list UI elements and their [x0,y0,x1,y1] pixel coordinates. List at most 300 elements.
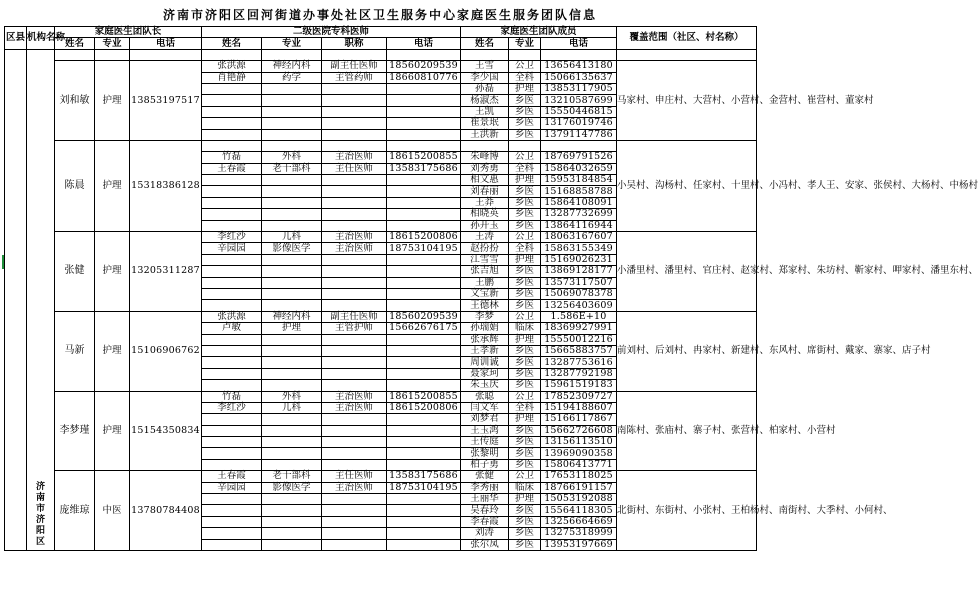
specialist-specialty-cell[interactable]: 儿科 [262,232,322,243]
member-specialty-cell[interactable]: 乡医 [509,209,541,220]
member-name-cell[interactable]: 崔景珉 [461,118,509,129]
specialist-name-cell[interactable]: 卢敏 [202,323,262,334]
specialist-phone-cell[interactable]: 18615200855 [387,391,461,402]
empty-cell[interactable] [509,49,541,60]
member-name-cell[interactable]: 王涛 [461,232,509,243]
specialist-specialty-cell[interactable] [262,528,322,539]
member-specialty-cell[interactable]: 乡医 [509,505,541,516]
specialist-phone-cell[interactable] [387,175,461,186]
member-phone-cell[interactable]: 15066135637 [541,72,617,83]
empty-cell[interactable] [617,49,757,60]
empty-cell[interactable] [55,49,95,60]
leader-name-cell[interactable]: 李梦瑾 [55,391,95,471]
member-phone-cell[interactable]: 13791147786 [541,129,617,140]
specialist-specialty-cell[interactable] [262,437,322,448]
specialist-specialty-cell[interactable] [262,368,322,379]
member-name-cell[interactable]: 聂家珂 [461,368,509,379]
member-specialty-cell[interactable]: 护理 [509,254,541,265]
specialist-specialty-cell[interactable]: 老干部科 [262,163,322,174]
member-name-cell[interactable]: 闫文军 [461,402,509,413]
specialist-specialty-cell[interactable]: 药学 [262,72,322,83]
leader-specialty-cell[interactable]: 护理 [95,232,130,312]
member-specialty-cell[interactable]: 乡医 [509,357,541,368]
member-name-cell[interactable]: 王雪 [461,61,509,72]
member-phone-cell[interactable]: 13210587699 [541,95,617,106]
specialist-specialty-cell[interactable] [262,129,322,140]
member-name-cell[interactable]: 李秀丽 [461,482,509,493]
specialist-name-cell[interactable] [202,437,262,448]
specialist-phone-cell[interactable] [387,494,461,505]
coverage-cell[interactable]: 前刘村、后刘村、冉家村、新建村、东风村、席街村、戴家、寨家、店子村 [617,311,757,391]
specialist-specialty-cell[interactable]: 神经内科 [262,61,322,72]
specialist-specialty-cell[interactable] [262,345,322,356]
leader-name-cell[interactable]: 马新 [55,311,95,391]
leader-specialty-cell[interactable]: 护理 [95,311,130,391]
member-phone-cell[interactable]: 15806413771 [541,459,617,470]
specialist-name-cell[interactable] [202,83,262,94]
specialist-name-cell[interactable]: 李红沙 [202,402,262,413]
specialist-name-cell[interactable] [202,300,262,311]
specialist-phone-cell[interactable] [387,129,461,140]
member-specialty-cell[interactable]: 护理 [509,83,541,94]
member-phone-cell[interactable]: 13853117905 [541,83,617,94]
specialist-title-cell[interactable]: 主治医师 [322,243,387,254]
specialist-name-cell[interactable] [202,334,262,345]
specialist-title-cell[interactable] [322,528,387,539]
specialist-phone-cell[interactable] [387,220,461,231]
member-specialty-cell[interactable]: 乡医 [509,437,541,448]
member-phone-cell[interactable]: 15665883757 [541,345,617,356]
member-specialty-cell[interactable]: 乡医 [509,425,541,436]
member-specialty-cell[interactable]: 乡医 [509,197,541,208]
specialist-phone-cell[interactable] [387,437,461,448]
specialist-name-cell[interactable] [202,494,262,505]
specialist-specialty-cell[interactable] [262,118,322,129]
member-specialty-cell[interactable]: 乡医 [509,106,541,117]
member-name-cell[interactable]: 刘秀勇 [461,163,509,174]
member-specialty-cell[interactable]: 乡医 [509,186,541,197]
leader-name-cell[interactable]: 张健 [55,232,95,312]
member-name-cell[interactable]: 相文惠 [461,175,509,186]
member-specialty-cell[interactable]: 全科 [509,243,541,254]
specialist-phone-cell[interactable] [387,209,461,220]
specialist-phone-cell[interactable] [387,140,461,151]
specialist-title-cell[interactable] [322,494,387,505]
member-name-cell[interactable]: 刘梦君 [461,414,509,425]
specialist-phone-cell[interactable]: 18615200855 [387,152,461,163]
leader-phone-cell[interactable]: 13853197517 [130,61,202,141]
member-specialty-cell[interactable]: 全科 [509,402,541,413]
coverage-cell[interactable]: 南陈村、张庙村、寨子村、张营村、柏家村、小营村 [617,391,757,471]
member-specialty-cell[interactable]: 公卫 [509,152,541,163]
specialist-title-cell[interactable] [322,357,387,368]
empty-cell[interactable] [262,49,322,60]
specialist-phone-cell[interactable] [387,277,461,288]
specialist-name-cell[interactable] [202,414,262,425]
specialist-phone-cell[interactable] [387,528,461,539]
member-name-cell[interactable]: 孙磊 [461,83,509,94]
member-specialty-cell[interactable]: 护理 [509,414,541,425]
specialist-name-cell[interactable]: 王春霞 [202,163,262,174]
specialist-name-cell[interactable] [202,175,262,186]
specialist-title-cell[interactable] [322,539,387,550]
member-name-cell[interactable]: 张尔凤 [461,539,509,550]
specialist-specialty-cell[interactable] [262,209,322,220]
specialist-specialty-cell[interactable] [262,288,322,299]
member-specialty-cell[interactable]: 全科 [509,163,541,174]
member-specialty-cell[interactable]: 公卫 [509,311,541,322]
specialist-title-cell[interactable] [322,118,387,129]
specialist-name-cell[interactable] [202,129,262,140]
member-phone-cell[interactable]: 13864116944 [541,220,617,231]
specialist-title-cell[interactable]: 主任医师 [322,471,387,482]
leader-specialty-cell[interactable]: 中医 [95,471,130,551]
leader-phone-cell[interactable]: 15106906762 [130,311,202,391]
specialist-title-cell[interactable] [322,254,387,265]
specialist-title-cell[interactable] [322,300,387,311]
member-phone-cell[interactable]: 13156113510 [541,437,617,448]
specialist-name-cell[interactable] [202,288,262,299]
member-phone-cell[interactable]: 13573117507 [541,277,617,288]
leader-specialty-cell[interactable]: 护理 [95,61,130,141]
member-name-cell[interactable]: 刘春丽 [461,186,509,197]
member-name-cell[interactable]: 张聪 [461,391,509,402]
member-specialty-cell[interactable]: 乡医 [509,118,541,129]
member-name-cell[interactable]: 孙开玉 [461,220,509,231]
specialist-phone-cell[interactable] [387,334,461,345]
coverage-cell[interactable]: 小吴村、沟杨村、任家村、十里村、小冯村、孝人王、安家、张侯村、大杨村、中杨村 [617,140,757,231]
member-name-cell[interactable]: 朱玉庆 [461,380,509,391]
specialist-phone-cell[interactable] [387,368,461,379]
member-specialty-cell[interactable]: 临床 [509,323,541,334]
member-specialty-cell[interactable]: 乡医 [509,95,541,106]
member-phone-cell[interactable]: 15168858788 [541,186,617,197]
member-phone-cell[interactable]: 18063167607 [541,232,617,243]
member-specialty-cell[interactable]: 乡医 [509,380,541,391]
specialist-name-cell[interactable]: 辛园园 [202,482,262,493]
member-phone-cell[interactable]: 13256664669 [541,516,617,527]
member-phone-cell[interactable]: 15961519183 [541,380,617,391]
member-specialty-cell[interactable]: 护理 [509,334,541,345]
specialist-phone-cell[interactable]: 18560209539 [387,61,461,72]
specialist-name-cell[interactable] [202,95,262,106]
specialist-phone-cell[interactable] [387,345,461,356]
specialist-phone-cell[interactable] [387,254,461,265]
specialist-title-cell[interactable]: 主治医师 [322,482,387,493]
member-phone-cell[interactable]: 13256403609 [541,300,617,311]
specialist-specialty-cell[interactable]: 护理 [262,323,322,334]
specialist-title-cell[interactable] [322,345,387,356]
specialist-name-cell[interactable] [202,220,262,231]
member-name-cell[interactable]: 吴春玲 [461,505,509,516]
member-phone-cell[interactable]: 13275318999 [541,528,617,539]
specialist-specialty-cell[interactable] [262,220,322,231]
leader-specialty-cell[interactable]: 护理 [95,391,130,471]
specialist-name-cell[interactable]: 张洪源 [202,61,262,72]
member-name-cell[interactable]: 王洪新 [461,129,509,140]
member-specialty-cell[interactable]: 乡医 [509,459,541,470]
member-name-cell[interactable]: 王丽华 [461,494,509,505]
specialist-title-cell[interactable] [322,197,387,208]
member-name-cell[interactable]: 王德林 [461,300,509,311]
specialist-specialty-cell[interactable]: 影像医学 [262,243,322,254]
member-name-cell[interactable]: 王莽 [461,197,509,208]
member-specialty-cell[interactable]: 乡医 [509,220,541,231]
leader-phone-cell[interactable]: 15318386128 [130,140,202,231]
specialist-title-cell[interactable] [322,175,387,186]
specialist-specialty-cell[interactable] [262,334,322,345]
specialist-phone-cell[interactable]: 13583175686 [387,471,461,482]
member-phone-cell[interactable]: 15550446815 [541,106,617,117]
specialist-phone-cell[interactable] [387,288,461,299]
member-specialty-cell[interactable]: 临床 [509,482,541,493]
member-name-cell[interactable]: 张承辉 [461,334,509,345]
member-phone-cell[interactable]: 15564118305 [541,505,617,516]
member-phone-cell[interactable]: 15550012216 [541,334,617,345]
specialist-title-cell[interactable]: 主治医师 [322,232,387,243]
specialist-phone-cell[interactable]: 18753104195 [387,482,461,493]
member-name-cell[interactable]: 王传庭 [461,437,509,448]
member-name-cell[interactable]: 张吉旭 [461,266,509,277]
specialist-name-cell[interactable] [202,266,262,277]
specialist-phone-cell[interactable] [387,266,461,277]
specialist-title-cell[interactable]: 主治医师 [322,152,387,163]
specialist-title-cell[interactable] [322,266,387,277]
specialist-name-cell[interactable] [202,277,262,288]
specialist-specialty-cell[interactable] [262,95,322,106]
specialist-specialty-cell[interactable] [262,425,322,436]
member-name-cell[interactable]: 李梦 [461,311,509,322]
specialist-title-cell[interactable] [322,186,387,197]
specialist-phone-cell[interactable]: 18615200806 [387,402,461,413]
member-specialty-cell[interactable]: 乡医 [509,277,541,288]
member-phone-cell[interactable]: 13176019746 [541,118,617,129]
specialist-name-cell[interactable] [202,539,262,550]
specialist-title-cell[interactable] [322,209,387,220]
specialist-name-cell[interactable] [202,345,262,356]
specialist-specialty-cell[interactable] [262,197,322,208]
empty-cell[interactable] [202,49,262,60]
specialist-specialty-cell[interactable]: 儿科 [262,402,322,413]
member-phone-cell[interactable]: 13656413180 [541,61,617,72]
institution-cell[interactable] [27,49,55,550]
specialist-name-cell[interactable] [202,368,262,379]
specialist-name-cell[interactable] [202,516,262,527]
member-name-cell[interactable]: 张健 [461,471,509,482]
specialist-name-cell[interactable] [202,505,262,516]
specialist-phone-cell[interactable]: 18660810776 [387,72,461,83]
member-specialty-cell[interactable]: 乡医 [509,539,541,550]
specialist-phone-cell[interactable] [387,539,461,550]
specialist-title-cell[interactable] [322,220,387,231]
district-cell[interactable] [5,49,27,550]
specialist-title-cell[interactable] [322,368,387,379]
member-name-cell[interactable]: 周训诚 [461,357,509,368]
empty-cell[interactable] [387,49,461,60]
specialist-phone-cell[interactable] [387,83,461,94]
member-phone-cell[interactable]: 15169026231 [541,254,617,265]
empty-cell[interactable] [322,49,387,60]
member-name-cell[interactable]: 柏子勇 [461,459,509,470]
leader-name-cell[interactable]: 刘和敏 [55,61,95,141]
specialist-specialty-cell[interactable] [262,357,322,368]
specialist-name-cell[interactable]: 竹磊 [202,152,262,163]
member-specialty-cell[interactable]: 全科 [509,72,541,83]
member-phone-cell[interactable]: 15166117867 [541,414,617,425]
specialist-specialty-cell[interactable] [262,300,322,311]
specialist-specialty-cell[interactable]: 神经内科 [262,311,322,322]
member-phone-cell[interactable]: 13287792198 [541,368,617,379]
member-specialty-cell[interactable]: 乡医 [509,528,541,539]
specialist-title-cell[interactable] [322,516,387,527]
member-specialty-cell[interactable]: 乡医 [509,448,541,459]
member-specialty-cell[interactable]: 乡医 [509,368,541,379]
specialist-phone-cell[interactable]: 18560209539 [387,311,461,322]
specialist-name-cell[interactable] [202,254,262,265]
leader-phone-cell[interactable]: 13205311287 [130,232,202,312]
specialist-phone-cell[interactable] [387,505,461,516]
specialist-phone-cell[interactable] [387,357,461,368]
specialist-name-cell[interactable] [202,106,262,117]
leader-phone-cell[interactable]: 13780784408 [130,471,202,551]
specialist-title-cell[interactable] [322,448,387,459]
specialist-title-cell[interactable] [322,277,387,288]
member-specialty-cell[interactable]: 护理 [509,494,541,505]
specialist-specialty-cell[interactable]: 老干部科 [262,471,322,482]
specialist-title-cell[interactable]: 副主任医师 [322,61,387,72]
specialist-name-cell[interactable] [202,380,262,391]
specialist-title-cell[interactable] [322,505,387,516]
member-specialty-cell[interactable]: 乡医 [509,288,541,299]
member-phone-cell[interactable]: 15864032659 [541,163,617,174]
specialist-title-cell[interactable] [322,425,387,436]
member-name-cell[interactable]: 张黎明 [461,448,509,459]
specialist-specialty-cell[interactable] [262,516,322,527]
leader-name-cell[interactable]: 陈晨 [55,140,95,231]
member-name-cell[interactable]: 相晓英 [461,209,509,220]
member-specialty-cell[interactable]: 公卫 [509,61,541,72]
member-phone-cell[interactable]: 18769791526 [541,152,617,163]
member-name-cell[interactable]: 朱峰博 [461,152,509,163]
member-phone-cell[interactable]: 15662726608 [541,425,617,436]
specialist-title-cell[interactable] [322,288,387,299]
specialist-phone-cell[interactable] [387,516,461,527]
specialist-name-cell[interactable]: 肖艳静 [202,72,262,83]
specialist-specialty-cell[interactable] [262,448,322,459]
member-specialty-cell[interactable]: 公卫 [509,471,541,482]
specialist-title-cell[interactable]: 主任医师 [322,163,387,174]
member-phone-cell[interactable] [541,140,617,151]
specialist-specialty-cell[interactable]: 影像医学 [262,482,322,493]
member-specialty-cell[interactable]: 乡医 [509,266,541,277]
member-phone-cell[interactable]: 17852309727 [541,391,617,402]
member-specialty-cell[interactable]: 护理 [509,175,541,186]
specialist-name-cell[interactable]: 李红沙 [202,232,262,243]
empty-cell[interactable] [541,49,617,60]
specialist-phone-cell[interactable] [387,118,461,129]
specialist-specialty-cell[interactable] [262,175,322,186]
specialist-phone-cell[interactable] [387,414,461,425]
member-name-cell[interactable]: 王孝新 [461,345,509,356]
specialist-phone-cell[interactable] [387,186,461,197]
specialist-name-cell[interactable]: 辛园园 [202,243,262,254]
member-specialty-cell[interactable]: 乡医 [509,129,541,140]
member-phone-cell[interactable]: 18766191157 [541,482,617,493]
specialist-phone-cell[interactable] [387,380,461,391]
member-name-cell[interactable]: 王鹏 [461,277,509,288]
specialist-phone-cell[interactable]: 13583175686 [387,163,461,174]
member-name-cell[interactable]: 江雪雪 [461,254,509,265]
member-name-cell[interactable]: 李少国 [461,72,509,83]
member-phone-cell[interactable]: 13287753616 [541,357,617,368]
leader-phone-cell[interactable]: 15154350834 [130,391,202,471]
specialist-specialty-cell[interactable] [262,414,322,425]
member-name-cell[interactable]: 王玉鸿 [461,425,509,436]
specialist-name-cell[interactable] [202,209,262,220]
member-name-cell[interactable]: 杨淑杰 [461,95,509,106]
specialist-title-cell[interactable] [322,106,387,117]
specialist-phone-cell[interactable]: 18615200806 [387,232,461,243]
specialist-name-cell[interactable] [202,528,262,539]
specialist-name-cell[interactable]: 张洪源 [202,311,262,322]
specialist-name-cell[interactable] [202,186,262,197]
specialist-specialty-cell[interactable] [262,83,322,94]
specialist-specialty-cell[interactable] [262,266,322,277]
member-specialty-cell[interactable] [509,140,541,151]
specialist-title-cell[interactable] [322,95,387,106]
member-name-cell[interactable]: 文宝新 [461,288,509,299]
specialist-name-cell[interactable]: 竹磊 [202,391,262,402]
specialist-name-cell[interactable]: 王春霞 [202,471,262,482]
member-phone-cell[interactable]: 15194188607 [541,402,617,413]
specialist-phone-cell[interactable] [387,106,461,117]
member-phone-cell[interactable]: 15069078378 [541,288,617,299]
coverage-cell[interactable]: 北街村、东街村、小张村、王柏杨村、南街村、大季村、小何村、 [617,471,757,551]
member-phone-cell[interactable]: 13953197669 [541,539,617,550]
specialist-name-cell[interactable] [202,448,262,459]
empty-cell[interactable] [95,49,130,60]
specialist-phone-cell[interactable]: 18753104195 [387,243,461,254]
specialist-specialty-cell[interactable] [262,505,322,516]
member-phone-cell[interactable]: 1.586E+10 [541,311,617,322]
member-specialty-cell[interactable]: 乡医 [509,345,541,356]
member-phone-cell[interactable]: 18369927991 [541,323,617,334]
empty-cell[interactable] [461,49,509,60]
specialist-phone-cell[interactable] [387,300,461,311]
specialist-specialty-cell[interactable] [262,186,322,197]
specialist-specialty-cell[interactable] [262,494,322,505]
specialist-name-cell[interactable] [202,425,262,436]
specialist-title-cell[interactable]: 主治医师 [322,402,387,413]
member-phone-cell[interactable]: 13869128177 [541,266,617,277]
leader-specialty-cell[interactable]: 护理 [95,140,130,231]
member-phone-cell[interactable]: 13969090358 [541,448,617,459]
member-name-cell[interactable]: 刘涛 [461,528,509,539]
specialist-phone-cell[interactable] [387,425,461,436]
member-phone-cell[interactable]: 15053192088 [541,494,617,505]
specialist-title-cell[interactable] [322,380,387,391]
specialist-specialty-cell[interactable]: 外科 [262,391,322,402]
coverage-cell[interactable]: 马家村、申庄村、大营村、小营村、金营村、崔营村、董家村 [617,61,757,141]
specialist-specialty-cell[interactable]: 外科 [262,152,322,163]
specialist-specialty-cell[interactable] [262,539,322,550]
member-name-cell[interactable]: 赵扮扮 [461,243,509,254]
member-phone-cell[interactable]: 13287732699 [541,209,617,220]
member-phone-cell[interactable]: 15864108091 [541,197,617,208]
specialist-title-cell[interactable]: 副主任医师 [322,311,387,322]
specialist-title-cell[interactable]: 主管护师 [322,323,387,334]
member-name-cell[interactable]: 李春霞 [461,516,509,527]
